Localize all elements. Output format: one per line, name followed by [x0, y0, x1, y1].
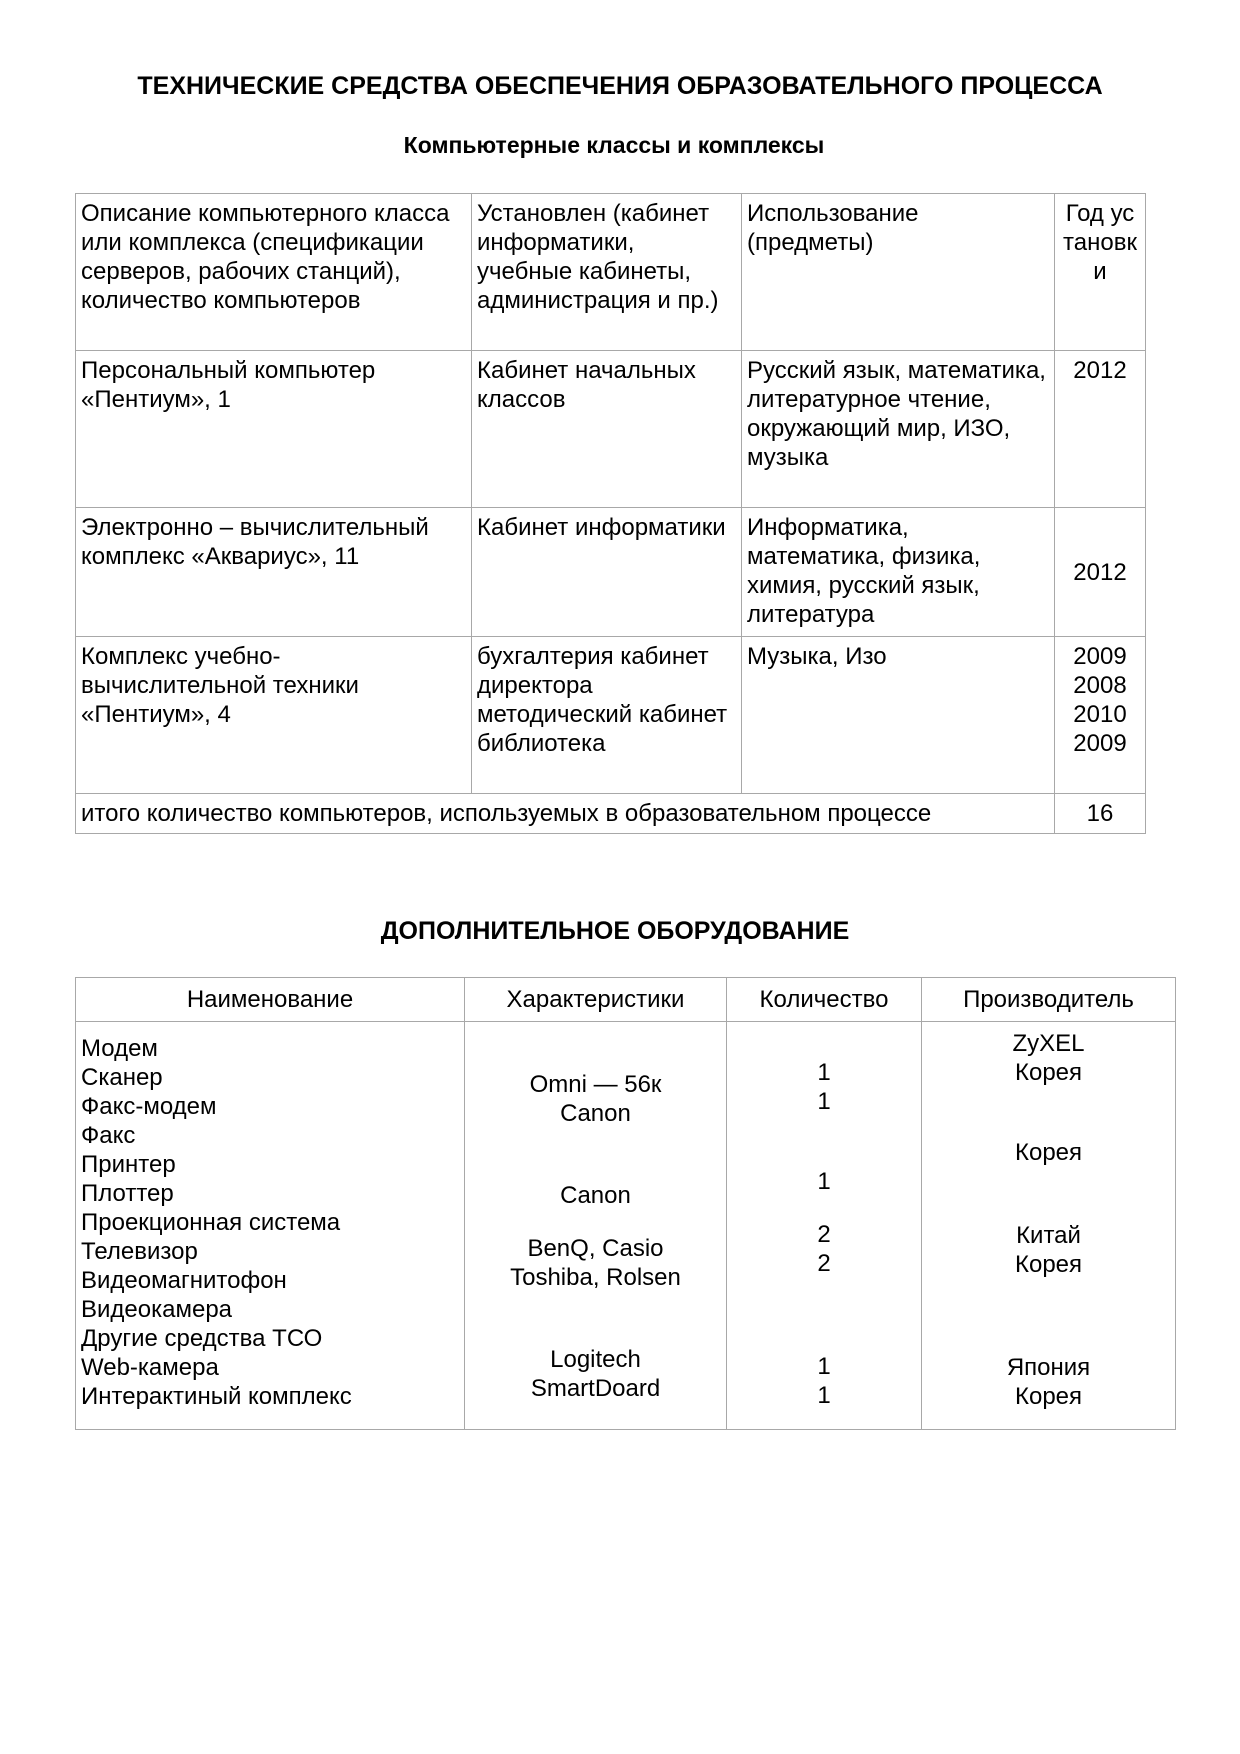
characteristic: Logitech	[550, 1346, 641, 1373]
cell-usage: Русский язык, математика, литературное чтение, окружающий мир, ИЗО, музыка	[742, 351, 1055, 508]
characteristic: Canon	[560, 1182, 631, 1209]
manufacturers-cell	[922, 1022, 1176, 1430]
manufacturer: Китай	[1016, 1222, 1081, 1249]
section-title-computers: Компьютерные классы и комплексы	[403, 132, 825, 158]
header-description: Описание компьютерного класса или комплекса (спецификации серверов, рабочих станций), количество компьютеров	[76, 194, 472, 351]
equipment-name: Видеокамера	[81, 1296, 233, 1323]
characteristic: BenQ, Casio	[527, 1235, 664, 1262]
quantities-cell	[727, 1022, 922, 1430]
header-manufacturer: Производитель	[922, 978, 1176, 1022]
equipment-name: Факс	[81, 1122, 136, 1149]
page-title: ТЕХНИЧЕСКИЕ СРЕДСТВА ОБЕСПЕЧЕНИЯ ОБРАЗОВАТЕЛЬНОГО ПРОЦЕССА	[137, 72, 1103, 100]
characteristic: Toshiba, Rolsen	[510, 1264, 681, 1291]
cell-year-list	[1055, 637, 1146, 794]
manufacturer: ZyXEL	[1012, 1030, 1085, 1057]
quantity: 2	[817, 1221, 831, 1248]
equipment-name: Интерактиный комплекс	[81, 1383, 352, 1410]
year-value: 2009	[1073, 643, 1127, 670]
cell-usage: Музыка, Изо	[742, 637, 1055, 794]
cell-location: бухгалтерия кабинет директора методический кабинет библиотека	[472, 637, 742, 794]
year-value: 2008	[1073, 672, 1127, 699]
characteristic: SmartDoard	[530, 1375, 661, 1402]
header-name: Наименование	[76, 978, 465, 1022]
table-header-row	[76, 194, 1146, 351]
manufacturer: Корея	[1014, 1383, 1083, 1410]
cell-location: Кабинет начальных классов	[472, 351, 742, 508]
total-row	[76, 794, 1146, 834]
manufacturer: Япония	[1006, 1354, 1091, 1381]
equipment-table	[75, 977, 1176, 1430]
quantity: 1	[817, 1353, 831, 1380]
equipment-name: Сканер	[81, 1064, 163, 1091]
equipment-name: Плоттер	[81, 1180, 174, 1207]
equipment-name: Видеомагнитофон	[81, 1267, 287, 1294]
cell-year: 2012	[1055, 351, 1146, 508]
cell-description: Персональный компьютер «Пентиум», 1	[76, 351, 472, 508]
table-row	[76, 351, 1146, 508]
header-usage: Использование (предметы)	[742, 194, 1055, 351]
quantity: 2	[817, 1250, 831, 1277]
cell-year: 2012	[1055, 508, 1146, 637]
cell-location: Кабинет информатики	[472, 508, 742, 637]
cell-description: Электронно – вычислительный комплекс «Аквариус», 11	[76, 508, 472, 637]
equipment-name: Проекционная система	[81, 1209, 341, 1236]
table-row	[76, 1022, 1176, 1430]
year-value: 2010	[1073, 701, 1127, 728]
equipment-name: Другие средства ТСО	[81, 1325, 323, 1352]
section-title-equipment: ДОПОЛНИТЕЛЬНОЕ ОБОРУДОВАНИЕ	[380, 917, 850, 945]
quantity: 1	[817, 1382, 831, 1409]
characteristics-cell	[465, 1022, 727, 1430]
cell-usage: Информатика, математика, физика, химия, русский язык, литература	[742, 508, 1055, 637]
table-row	[76, 637, 1146, 794]
quantity: 1	[817, 1168, 831, 1195]
table-row	[76, 508, 1146, 637]
manufacturer: Корея	[1014, 1139, 1083, 1166]
equipment-name: Модем	[81, 1035, 158, 1062]
names-cell	[76, 1022, 465, 1430]
equipment-name: Принтер	[81, 1151, 176, 1178]
year-value: 2009	[1073, 730, 1127, 757]
computers-table	[75, 193, 1146, 834]
header-quantity: Количество	[727, 978, 922, 1022]
equipment-name: Web-камера	[81, 1354, 219, 1381]
quantity: 1	[817, 1088, 831, 1115]
header-year: Год ус тановк и	[1055, 194, 1146, 351]
header-location: Установлен (кабинет информатики, учебные кабинеты, администрация и пр.)	[472, 194, 742, 351]
header-characteristics: Характеристики	[465, 978, 727, 1022]
total-value: 16	[1055, 794, 1146, 834]
manufacturer: Корея	[1014, 1251, 1083, 1278]
quantity: 1	[817, 1059, 831, 1086]
manufacturer: Корея	[1014, 1059, 1083, 1086]
table-header-row	[76, 978, 1176, 1022]
total-label: итого количество компьютеров, используемых в образовательном процессе	[76, 794, 1055, 834]
equipment-name: Телевизор	[81, 1238, 198, 1265]
characteristic: Canon	[560, 1100, 631, 1127]
characteristic: Omni — 56к	[529, 1071, 662, 1098]
cell-description: Комплекс учебно- вычислительной техники «Пентиум», 4	[76, 637, 472, 794]
equipment-name: Факс-модем	[81, 1093, 217, 1120]
